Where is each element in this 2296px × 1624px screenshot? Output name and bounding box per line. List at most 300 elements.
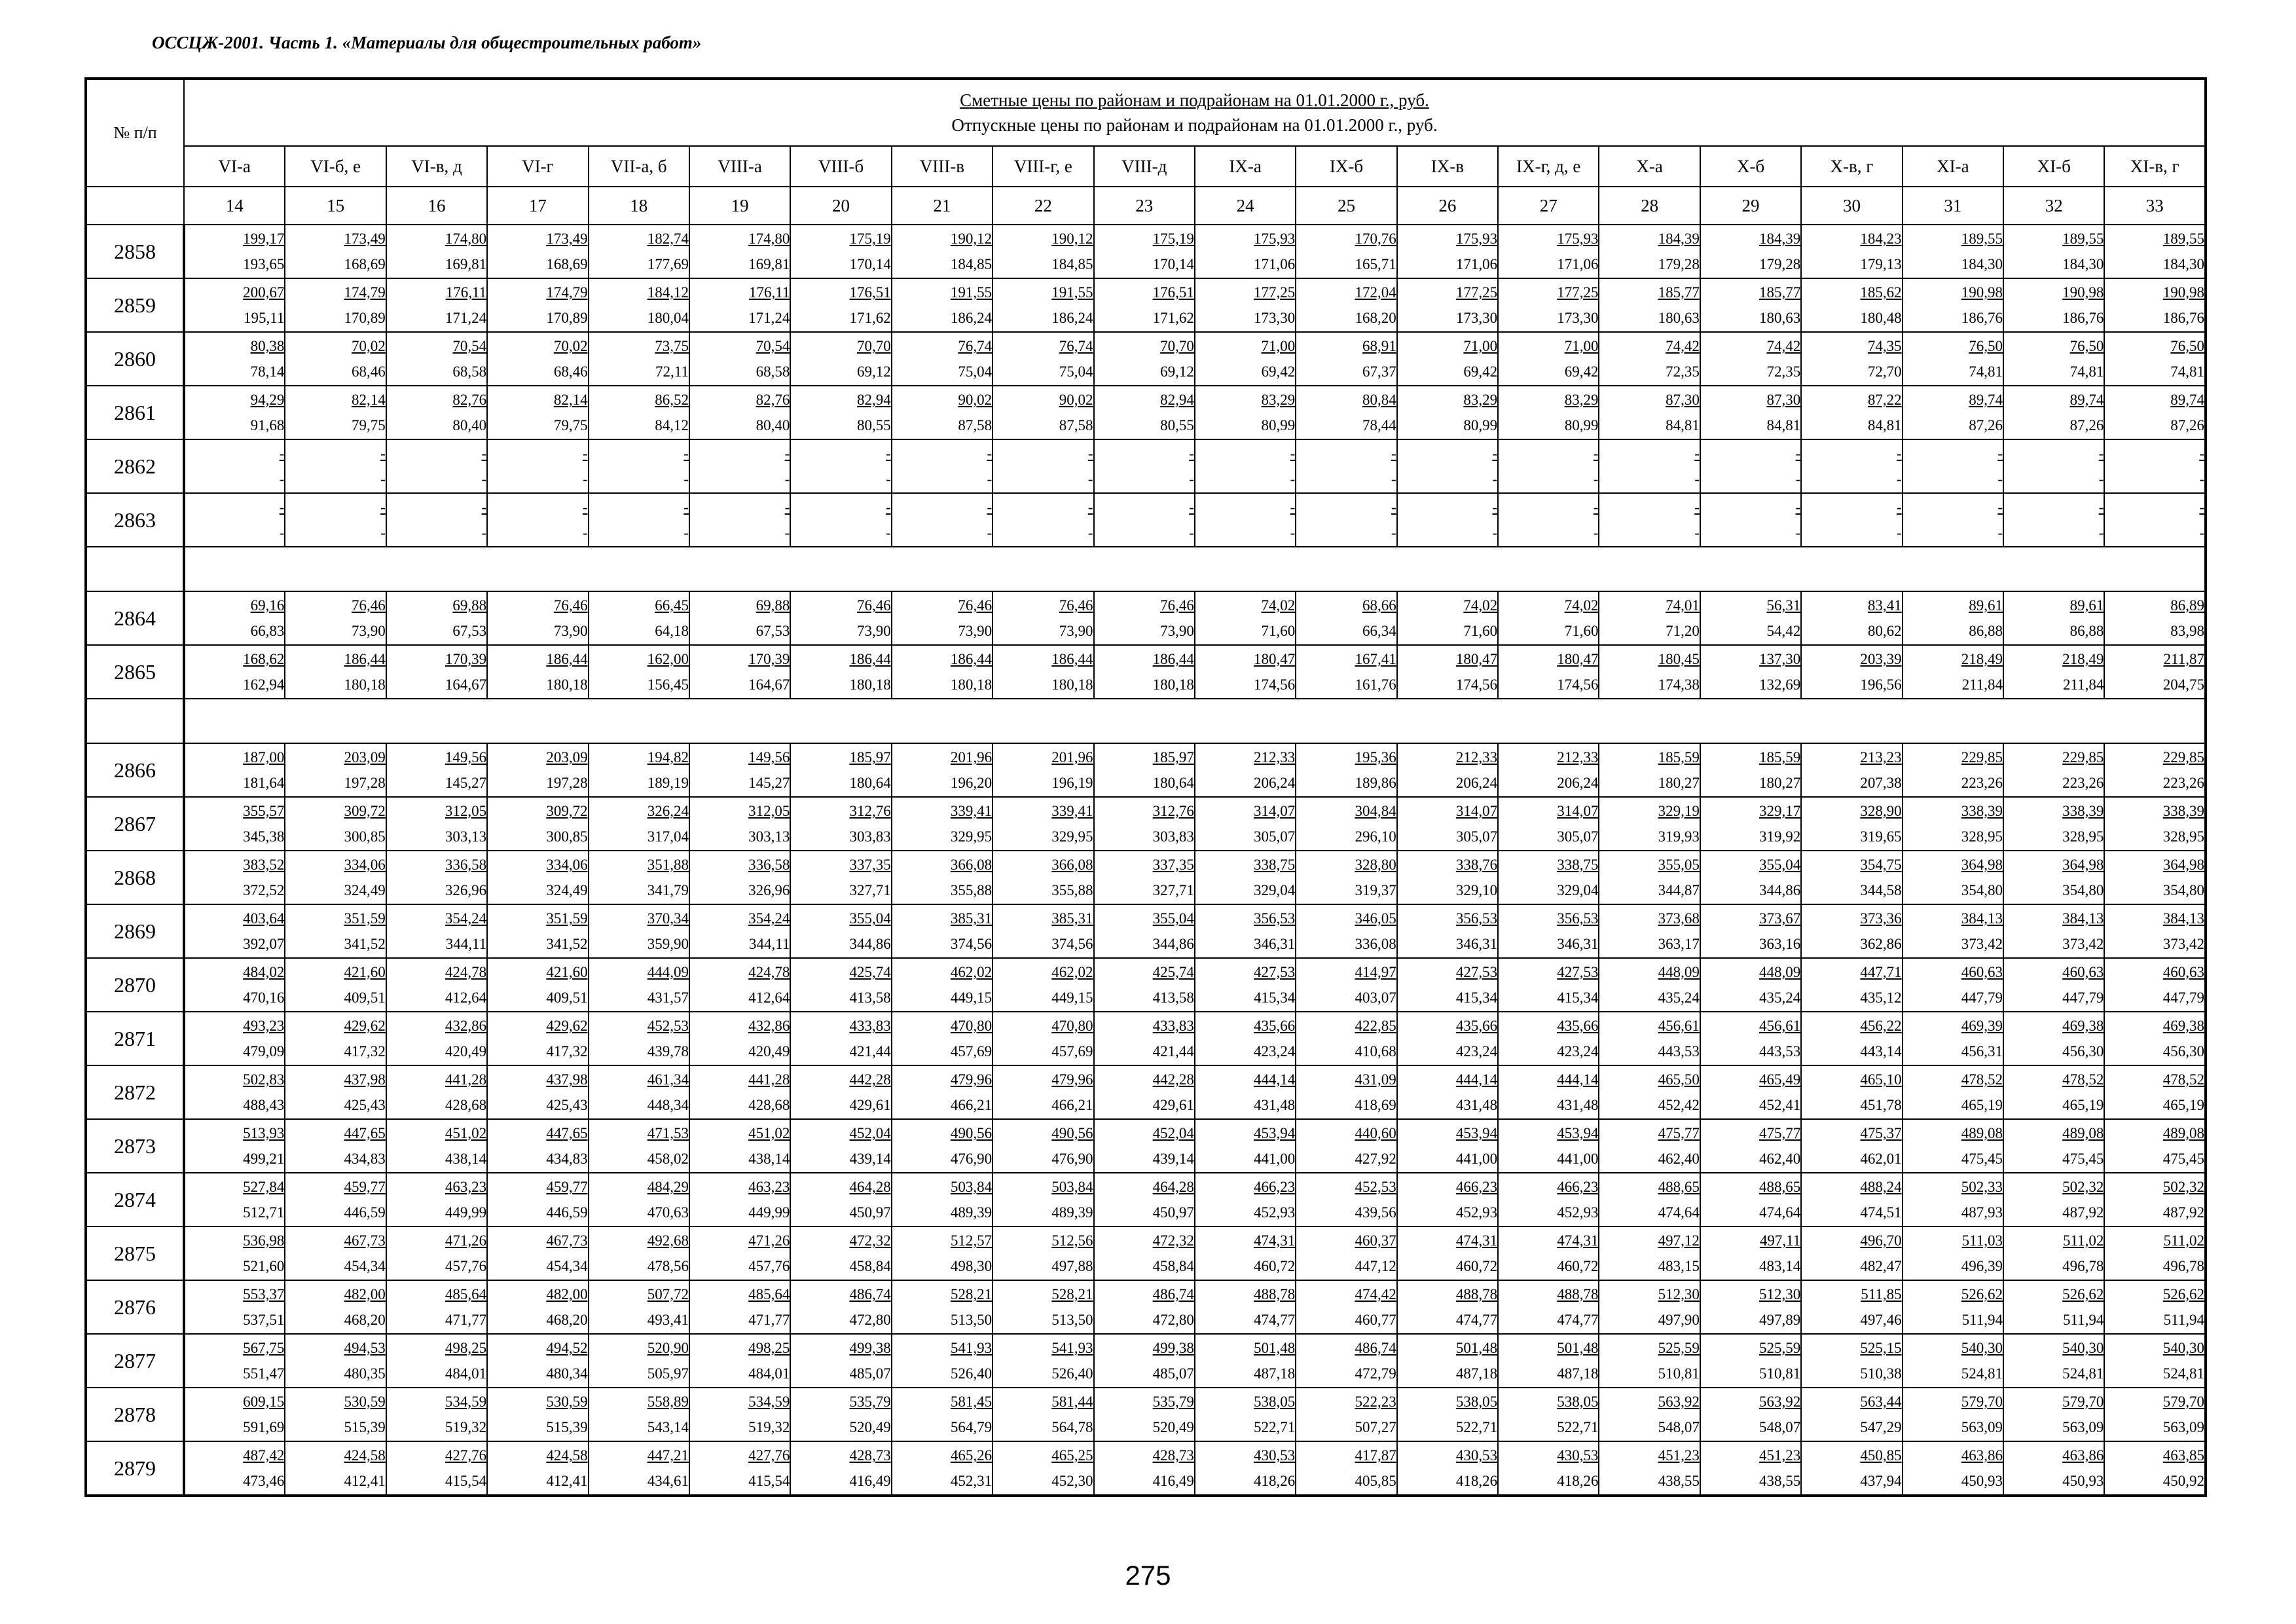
release-price: 524,81	[1961, 1365, 2003, 1382]
estimate-price: 462,02	[950, 964, 993, 980]
estimate-price: 76,46	[958, 597, 993, 614]
price-cell	[2003, 225, 2104, 278]
price-cell	[1700, 904, 1801, 958]
estimate-price: 465,25	[1051, 1447, 1093, 1464]
release-price: 72,35	[1766, 363, 1801, 380]
release-price: 443,53	[1759, 1043, 1801, 1060]
price-cell	[589, 851, 689, 904]
price-cell	[1195, 743, 1296, 797]
release-price: 296,10	[1355, 828, 1396, 845]
release-price: 67,37	[1362, 363, 1396, 380]
price-cell	[184, 958, 285, 1012]
estimate-price: 354,24	[445, 910, 487, 927]
estimate-price: 203,39	[1860, 651, 1902, 667]
estimate-price: 430,53	[1557, 1447, 1599, 1464]
price-cell	[790, 386, 891, 439]
price-cell	[1498, 225, 1599, 278]
release-price: 421,44	[1152, 1043, 1194, 1060]
estimate-price: 486,74	[849, 1286, 891, 1302]
estimate-price: 460,63	[1961, 964, 2003, 980]
price-cell	[892, 386, 993, 439]
estimate-price: -	[1189, 499, 1194, 515]
release-price: 457,76	[445, 1258, 487, 1274]
estimate-price: 89,61	[1969, 597, 2003, 614]
estimate-price: 89,74	[2069, 392, 2104, 408]
estimate-price: 384,13	[2162, 910, 2204, 927]
release-price: 68,46	[553, 363, 588, 380]
release-price: 80,40	[756, 417, 790, 434]
price-cell	[1094, 1173, 1195, 1227]
release-price: 412,64	[445, 989, 487, 1006]
release-price: 68,58	[452, 363, 487, 380]
release-price: 415,34	[1254, 989, 1296, 1006]
estimate-price: 364,98	[1961, 857, 2003, 873]
estimate-price: -	[2098, 445, 2104, 462]
release-price: 206,24	[1557, 775, 1599, 791]
price-cell	[589, 439, 689, 493]
price-cell	[487, 591, 588, 645]
release-price: 186,24	[950, 310, 993, 326]
estimate-price: 496,70	[1860, 1232, 1902, 1249]
row-number: 2876	[86, 1280, 184, 1334]
price-cell	[892, 797, 993, 851]
price-cell	[689, 332, 790, 386]
release-price: 526,40	[1051, 1365, 1093, 1382]
price-cell	[2003, 1280, 2104, 1334]
estimate-price: -	[481, 445, 487, 462]
release-price: 438,55	[1658, 1473, 1700, 1489]
estimate-price: 80,84	[1362, 392, 1396, 408]
estimate-price: -	[1997, 499, 2003, 515]
release-price: 79,75	[553, 417, 588, 434]
price-cell	[1903, 225, 2003, 278]
release-price: 537,51	[243, 1312, 285, 1328]
release-price: 195,11	[243, 310, 285, 326]
release-price: 171,24	[445, 310, 487, 326]
release-price: 446,59	[546, 1204, 588, 1221]
estimate-price: 184,23	[1860, 231, 1902, 247]
price-cell	[589, 1119, 689, 1173]
release-price: 441,00	[1455, 1151, 1498, 1167]
release-price: 344,86	[1759, 882, 1801, 898]
estimate-price: 472,32	[849, 1232, 891, 1249]
price-cell	[1903, 797, 2003, 851]
price-cell	[1903, 493, 2003, 547]
estimate-price: 175,93	[1254, 231, 1296, 247]
estimate-price: 475,37	[1860, 1125, 1902, 1141]
release-price: 78,44	[1362, 417, 1396, 434]
estimate-price: 581,44	[1051, 1393, 1093, 1410]
price-cell	[892, 493, 993, 547]
release-price: 447,12	[1355, 1258, 1396, 1274]
release-price: 303,83	[1152, 828, 1194, 845]
column-number: 29	[1700, 187, 1801, 225]
estimate-price: 441,28	[748, 1071, 790, 1088]
release-price: 412,64	[748, 989, 790, 1006]
estimate-price: 370,34	[647, 910, 689, 927]
row-number: 2858	[86, 225, 184, 278]
release-price: 80,40	[452, 417, 487, 434]
release-price: 179,28	[1658, 256, 1700, 272]
estimate-price: 525,59	[1658, 1340, 1700, 1356]
release-price: 511,94	[2063, 1312, 2104, 1328]
release-price: -	[279, 471, 285, 487]
release-price: 564,78	[1051, 1419, 1093, 1435]
estimate-price: 76,74	[958, 338, 993, 354]
release-price: 513,50	[1051, 1312, 1093, 1328]
price-cell	[285, 1280, 386, 1334]
estimate-price: 502,83	[243, 1071, 285, 1088]
estimate-price: 485,64	[445, 1286, 487, 1302]
price-cell	[2003, 743, 2104, 797]
estimate-price: 338,76	[1455, 857, 1498, 873]
release-price: 447,79	[2162, 989, 2204, 1006]
price-cell	[1700, 1280, 1801, 1334]
price-cell	[2003, 591, 2104, 645]
estimate-price: 563,92	[1759, 1393, 1801, 1410]
release-price: 79,75	[352, 417, 386, 434]
estimate-price: 536,98	[243, 1232, 285, 1249]
price-cell	[386, 904, 487, 958]
release-price: 329,95	[950, 828, 993, 845]
release-price: 174,56	[1254, 676, 1296, 693]
column-number-row	[86, 187, 2206, 225]
release-price: 452,30	[1051, 1473, 1093, 1489]
price-cell	[1296, 1388, 1396, 1441]
row-number: 2864	[86, 591, 184, 645]
price-cell	[2104, 1065, 2206, 1119]
estimate-price: 184,12	[647, 284, 689, 301]
price-cell	[1599, 797, 1700, 851]
price-cell	[1296, 493, 1396, 547]
release-price: -	[1391, 525, 1396, 541]
price-cell	[589, 1280, 689, 1334]
estimate-price: 437,98	[546, 1071, 588, 1088]
price-cell	[2003, 958, 2104, 1012]
release-price: 80,62	[1867, 623, 1902, 639]
estimate-price: 68,91	[1362, 338, 1396, 354]
release-price: 497,88	[1051, 1258, 1093, 1274]
price-cell	[184, 904, 285, 958]
estimate-price: 465,49	[1759, 1071, 1801, 1088]
price-cell	[1801, 645, 1902, 699]
column-header: X-в, г	[1801, 146, 1902, 187]
estimate-price: 185,97	[1152, 749, 1194, 766]
price-cell	[689, 1388, 790, 1441]
price-cell	[487, 1388, 588, 1441]
release-price: 75,04	[958, 363, 993, 380]
release-price: 449,99	[748, 1204, 790, 1221]
price-cell	[1801, 439, 1902, 493]
release-price: 431,48	[1254, 1097, 1296, 1113]
price-cell	[1700, 851, 1801, 904]
estimate-price: 513,93	[243, 1125, 285, 1141]
price-cell	[1903, 1227, 2003, 1280]
column-number: 27	[1498, 187, 1599, 225]
release-price: 71,60	[1463, 623, 1498, 639]
price-cell	[2003, 1441, 2104, 1496]
release-price: 410,68	[1355, 1043, 1396, 1060]
price-cell	[1296, 958, 1396, 1012]
estimate-price: 76,46	[1059, 597, 1093, 614]
estimate-price: 479,96	[950, 1071, 993, 1088]
estimate-price: 470,80	[950, 1018, 993, 1034]
row-number: 2873	[86, 1119, 184, 1173]
release-price: 171,06	[1254, 256, 1296, 272]
estimate-price: -	[886, 499, 891, 515]
release-price: 329,95	[1051, 828, 1093, 845]
estimate-price: 356,53	[1254, 910, 1296, 927]
price-cell	[1397, 225, 1498, 278]
release-price: 363,16	[1759, 936, 1801, 952]
section-separator-row	[86, 699, 2206, 743]
release-price: 73,90	[856, 623, 891, 639]
release-price: 403,07	[1355, 989, 1396, 1006]
estimate-price: 469,38	[2062, 1018, 2104, 1034]
estimate-price: 355,04	[849, 910, 891, 927]
price-cell	[1397, 797, 1498, 851]
release-price: 482,47	[1860, 1258, 1902, 1274]
estimate-price: -	[1290, 499, 1296, 515]
price-cell	[487, 904, 588, 958]
estimate-price: 475,77	[1658, 1125, 1700, 1141]
price-cell	[1397, 1334, 1498, 1388]
price-cell	[1195, 851, 1296, 904]
release-price: 64,18	[655, 623, 689, 639]
estimate-price: 538,05	[1254, 1393, 1296, 1410]
release-price: 487,18	[1254, 1365, 1296, 1382]
estimate-price: -	[784, 499, 790, 515]
release-price: 346,31	[1557, 936, 1599, 952]
release-price: 80,99	[1463, 417, 1498, 434]
estimate-price: 74,02	[1463, 597, 1498, 614]
release-price: 487,92	[2062, 1204, 2104, 1221]
estimate-price: 488,78	[1455, 1286, 1498, 1302]
column-header: VIII-б	[790, 146, 891, 187]
release-price: 346,31	[1455, 936, 1498, 952]
estimate-price: 175,19	[1152, 231, 1194, 247]
price-cell	[2003, 1388, 2104, 1441]
release-price: 427,92	[1355, 1151, 1396, 1167]
estimate-price: 187,00	[243, 749, 285, 766]
price-cell	[184, 1334, 285, 1388]
estimate-price: 338,75	[1557, 857, 1599, 873]
price-cell	[487, 439, 588, 493]
price-cell	[1195, 1065, 1296, 1119]
estimate-price: -	[987, 445, 993, 462]
price-cell	[790, 797, 891, 851]
price-cell	[1801, 386, 1902, 439]
column-header: IX-г, д, е	[1498, 146, 1599, 187]
release-price: -	[1290, 471, 1296, 487]
release-price: 487,93	[1961, 1204, 2003, 1221]
release-price: 438,14	[748, 1151, 790, 1167]
price-cell	[1094, 904, 1195, 958]
price-cell	[993, 1227, 1093, 1280]
estimate-price: 498,25	[445, 1340, 487, 1356]
estimate-price: 346,05	[1355, 910, 1396, 927]
row-number: 2865	[86, 645, 184, 699]
release-price: 184,30	[1961, 256, 2003, 272]
estimate-price: 82,94	[1160, 392, 1194, 408]
release-price: 74,81	[1969, 363, 2003, 380]
estimate-price: 440,60	[1355, 1125, 1396, 1141]
estimate-price: 528,21	[1051, 1286, 1093, 1302]
estimate-price: 87,30	[1766, 392, 1801, 408]
estimate-price: 70,70	[856, 338, 891, 354]
release-price: 468,20	[546, 1312, 588, 1328]
release-price: 74,81	[2170, 363, 2204, 380]
estimate-price: 482,00	[344, 1286, 386, 1302]
release-price: 180,64	[1152, 775, 1194, 791]
price-cell	[689, 1173, 790, 1227]
release-price: 161,76	[1355, 676, 1396, 693]
release-price: 460,72	[1557, 1258, 1599, 1274]
estimate-price: 460,37	[1355, 1232, 1396, 1249]
price-cell	[1296, 225, 1396, 278]
estimate-price: 512,30	[1759, 1286, 1801, 1302]
release-price: 591,69	[243, 1419, 285, 1435]
estimate-price: 466,23	[1254, 1179, 1296, 1195]
estimate-price: 435,66	[1557, 1018, 1599, 1034]
release-price: 83,98	[2170, 623, 2204, 639]
price-cell	[2003, 493, 2104, 547]
estimate-price: 83,41	[1867, 597, 1902, 614]
price-cell	[892, 439, 993, 493]
estimate-price: 463,23	[748, 1179, 790, 1195]
price-cell	[1599, 1173, 1700, 1227]
estimate-price: -	[1492, 499, 1498, 515]
price-cell	[790, 1065, 891, 1119]
release-price: 84,81	[1766, 417, 1801, 434]
release-price: 418,26	[1557, 1473, 1599, 1489]
estimate-price: 186,44	[950, 651, 993, 667]
price-cell	[892, 1119, 993, 1173]
estimate-price: 493,23	[243, 1018, 285, 1034]
release-price: 211,84	[1961, 676, 2003, 693]
release-price: 206,24	[1455, 775, 1498, 791]
price-cell	[2003, 439, 2104, 493]
estimate-price: 82,94	[856, 392, 891, 408]
estimate-price: 512,56	[1051, 1232, 1093, 1249]
estimate-price: 337,35	[849, 857, 891, 873]
price-cell	[1296, 332, 1396, 386]
price-cell	[689, 904, 790, 958]
price-cell	[386, 439, 487, 493]
price-cell	[386, 332, 487, 386]
estimate-price: -	[987, 499, 993, 515]
estimate-price: 435,66	[1455, 1018, 1498, 1034]
release-price: -	[1189, 471, 1194, 487]
estimate-price: 201,96	[950, 749, 993, 766]
release-price: 181,64	[243, 775, 285, 791]
estimate-price: 428,73	[1152, 1447, 1194, 1464]
estimate-price: 326,24	[647, 803, 689, 819]
estimate-price: 471,53	[647, 1125, 689, 1141]
release-price: 450,93	[1961, 1473, 2003, 1489]
release-price: 319,37	[1355, 882, 1396, 898]
estimate-price: -	[1795, 499, 1801, 515]
estimate-price: 442,28	[849, 1071, 891, 1088]
release-price: 87,58	[1059, 417, 1093, 434]
release-price: 547,29	[1860, 1419, 1902, 1435]
estimate-price: 186,44	[1152, 651, 1194, 667]
price-cell	[1599, 386, 1700, 439]
release-price: 73,90	[1059, 623, 1093, 639]
release-price: 447,79	[1961, 989, 2003, 1006]
price-cell	[487, 1227, 588, 1280]
release-price: 431,48	[1455, 1097, 1498, 1113]
estimate-price: 338,39	[2162, 803, 2204, 819]
release-price: 68,58	[756, 363, 790, 380]
estimate-price: 190,98	[2162, 284, 2204, 301]
price-cell	[1296, 278, 1396, 332]
estimate-price: 76,46	[553, 597, 588, 614]
estimate-price: 76,46	[1160, 597, 1194, 614]
price-cell	[487, 743, 588, 797]
release-price: -	[2199, 471, 2204, 487]
price-cell	[2104, 1173, 2206, 1227]
estimate-price: 336,58	[748, 857, 790, 873]
release-price: -	[987, 471, 993, 487]
price-cell	[1903, 904, 2003, 958]
price-cell	[184, 797, 285, 851]
release-price: 319,65	[1860, 828, 1902, 845]
price-cell	[184, 1119, 285, 1173]
price-cell	[589, 958, 689, 1012]
estimate-price: 185,77	[1759, 284, 1801, 301]
column-number: 31	[1903, 187, 2003, 225]
price-cell	[993, 1334, 1093, 1388]
price-cell	[1296, 439, 1396, 493]
price-cell	[2104, 1227, 2206, 1280]
price-cell	[1801, 1065, 1902, 1119]
estimate-price: 190,12	[1051, 231, 1093, 247]
price-cell	[1498, 386, 1599, 439]
release-price: 329,04	[1254, 882, 1296, 898]
release-price: 164,67	[748, 676, 790, 693]
price-cell	[1599, 1334, 1700, 1388]
estimate-price: 447,71	[1860, 964, 1902, 980]
price-cell	[1397, 1173, 1498, 1227]
price-cell	[1599, 743, 1700, 797]
separator-cell	[184, 547, 2206, 591]
release-price: 452,93	[1557, 1204, 1599, 1221]
estimate-price: 456,22	[1860, 1018, 1902, 1034]
estimate-price: 421,60	[344, 964, 386, 980]
estimate-price: 465,50	[1658, 1071, 1700, 1088]
estimate-price: 170,39	[445, 651, 487, 667]
release-price: 168,20	[1355, 310, 1396, 326]
release-price: 305,07	[1254, 828, 1296, 845]
price-cell	[1599, 439, 1700, 493]
estimate-price: 541,93	[950, 1340, 993, 1356]
price-cell	[2003, 797, 2104, 851]
column-header: X-а	[1599, 146, 1700, 187]
release-price: 145,27	[748, 775, 790, 791]
estimate-price: 448,09	[1759, 964, 1801, 980]
estimate-price: 168,62	[243, 651, 285, 667]
row-number: 2877	[86, 1334, 184, 1388]
price-cell	[386, 1012, 487, 1065]
estimate-price: 185,77	[1658, 284, 1700, 301]
release-price: 180,18	[546, 676, 588, 693]
release-price: 145,27	[445, 775, 487, 791]
release-price: 354,80	[2062, 882, 2104, 898]
estimate-price: 488,24	[1860, 1179, 1902, 1195]
price-cell	[1903, 1280, 2003, 1334]
price-cell	[285, 386, 386, 439]
